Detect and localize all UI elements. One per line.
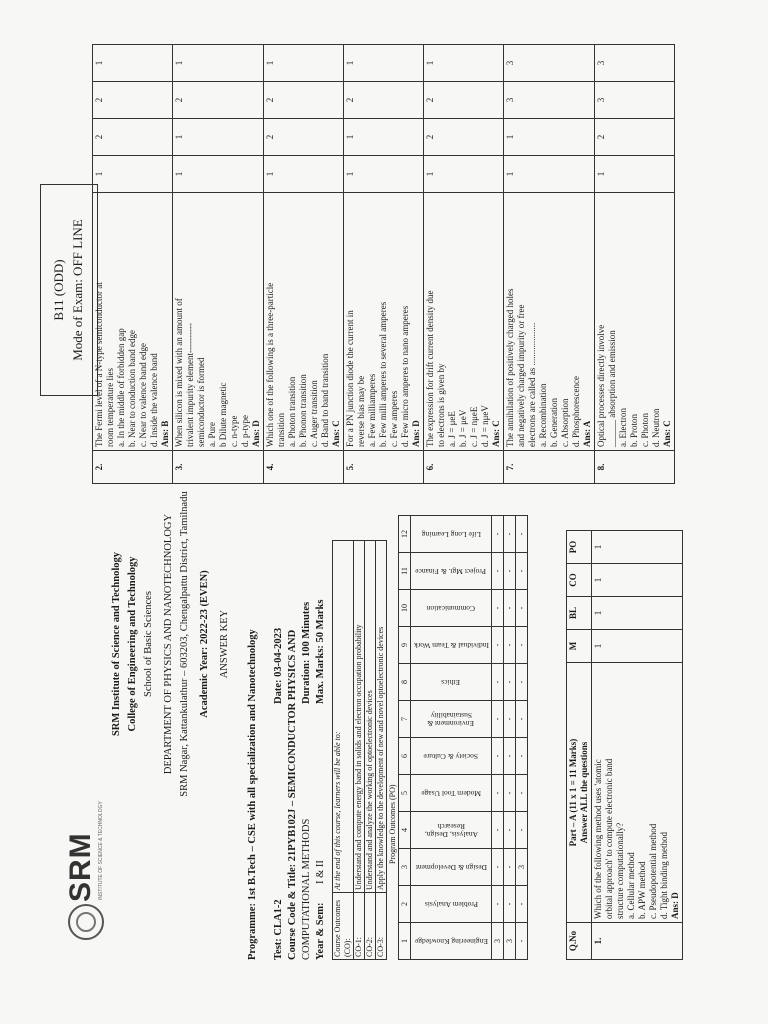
co-label: CO-2: [365, 893, 376, 960]
co-label: CO-3: [376, 893, 387, 960]
po-header-text: Analysis, Design, Research [424, 822, 478, 839]
po-value-cell: - [516, 664, 528, 701]
left-question-body [592, 531, 683, 960]
question-line: a. In the middle of forbidden gap [116, 328, 126, 447]
part-a-subtitle: Answer ALL the questions [579, 741, 589, 844]
po-value-cell: - [516, 812, 528, 849]
bl-cell: 1 [173, 119, 264, 156]
po-value-cell: 3 [516, 849, 528, 886]
co-cell: 2 [93, 82, 173, 119]
po-header-cell [411, 553, 492, 590]
question-line: c. Near to valence band edge [138, 343, 148, 447]
question-number: 1. [592, 923, 683, 960]
po-number-cell: 11 [399, 553, 411, 590]
part-a-table-left [566, 530, 683, 960]
po-header-cell [411, 627, 492, 664]
po-value-row [516, 516, 528, 960]
question-line: b. Proton [629, 413, 639, 447]
academic-year: Academic Year: 2022-23 (EVEN) [199, 570, 210, 718]
marks-cell: 1 [592, 630, 683, 663]
question-text [504, 193, 595, 451]
question-line: and negatively charged impurity or free [516, 304, 526, 447]
answer-key: Ans: B [160, 420, 170, 447]
po-header-cell [411, 886, 492, 923]
co-cell: 3 [595, 82, 675, 119]
po-header-text: Design & Development [415, 863, 487, 872]
po-number-row [399, 516, 411, 960]
po-header-cell [411, 664, 492, 701]
exam-mode: Mode of Exam: OFF LINE [70, 219, 85, 361]
question-row [173, 45, 264, 484]
po-value-cell: - [516, 923, 528, 960]
po-table [398, 515, 528, 960]
po-cell: 1 [344, 45, 424, 82]
question-number: 7. [504, 451, 595, 484]
institute-name: SRM Institute of Science and Technology [111, 551, 122, 737]
question-line: c. Auger transition [309, 380, 319, 447]
answer-key: Ans: C [662, 420, 672, 447]
co-cell: 2 [173, 82, 264, 119]
question-line: Which of the following method uses 'atomic [593, 759, 603, 919]
question-line: trivalent impurity element---------- [185, 323, 195, 447]
po-value-cell: - [492, 627, 504, 664]
question-row [595, 45, 675, 484]
bl-cell: 2 [424, 119, 504, 156]
course-outcomes [332, 540, 387, 960]
po-number-cell: 1 [399, 923, 411, 960]
document-type: ANSWER KEY [219, 609, 230, 679]
po-number-cell: 4 [399, 812, 411, 849]
question-row [424, 45, 504, 484]
exam-mode-box [40, 184, 98, 396]
po-value-cell: - [504, 516, 516, 553]
question-line: b Dilute magnetic [218, 382, 228, 447]
po-value-cell: - [516, 738, 528, 775]
address: SRM Nagar, Kattankulathur – 603203, Chengalpattu District, Tamilnadu [179, 491, 190, 797]
question-text [424, 193, 504, 451]
srm-logo [64, 790, 108, 940]
po-value-cell: - [504, 664, 516, 701]
bl-cell: 2 [264, 119, 344, 156]
question-number: 3. [173, 451, 264, 484]
question-number: 2. [93, 451, 173, 484]
question-line: c. J = nμeE [469, 406, 479, 447]
question-line: semiconductor is formed [196, 357, 206, 447]
po-value-cell: - [516, 516, 528, 553]
logo-emblem-icon [68, 904, 104, 940]
co-cell: 2 [344, 82, 424, 119]
po-value-cell: - [516, 590, 528, 627]
question-text [173, 193, 264, 451]
bl-cell: 2 [93, 119, 173, 156]
co-cell: 2 [264, 82, 344, 119]
po-header-text: Engineering Knowledge [414, 937, 488, 946]
course-title-cont: COMPUTATIONAL METHODS [301, 818, 312, 960]
test-name: Test: CLA1-2 [273, 899, 284, 960]
question-line: to electrons is given by [436, 363, 446, 447]
question-number: 6. [424, 451, 504, 484]
answer-key: Ans: C [331, 420, 341, 447]
co-row [376, 541, 387, 960]
co-text: Apply the knowledge to the development of new and novel optoelectronic devices [376, 541, 387, 893]
question-line: d. Inside the valence band [149, 353, 159, 447]
po-value-cell: - [504, 886, 516, 923]
marks-cell: 1 [595, 156, 675, 193]
question-line: a. Few milliamperes [367, 373, 377, 447]
question-row [592, 531, 683, 960]
part-a-header-row [567, 531, 592, 960]
question-line: b. Near to conduction band edge [127, 330, 137, 447]
po-value-cell: - [492, 738, 504, 775]
question-line: transition [276, 413, 286, 447]
question-line: a. Pure [207, 422, 217, 447]
po-value-cell: - [492, 664, 504, 701]
question-text [93, 193, 173, 451]
question-line: c. Few amperes [389, 390, 399, 447]
po-value-cell: - [516, 775, 528, 812]
co-text: Understand and analyze the working of optoelectronic devices [365, 541, 376, 893]
po-header-cell [411, 701, 492, 738]
question-line: a. Cellular method [626, 852, 636, 919]
logo-wordmark: SRM [64, 832, 97, 902]
programme: Programme: 1st B.Tech – CSE with all specialization and Nanotechnology [247, 629, 258, 960]
po-header: PO [567, 531, 592, 564]
question-line: d. Few micro amperes to nano amperes [400, 305, 410, 447]
po-cell: 1 [93, 45, 173, 82]
co-intro: At the end of this course, learners will be able to: [333, 541, 354, 893]
po-value-cell: - [504, 738, 516, 775]
question-line: electrons are called as ................... [527, 322, 537, 447]
po-header-text: Problem Analysis [424, 900, 478, 909]
po-cell: 1 [424, 45, 504, 82]
question-number: 8. [595, 451, 675, 484]
question-number: 4. [264, 451, 344, 484]
po-header-text: Project Mgt. & Finance [415, 567, 487, 576]
m-header: M [567, 630, 592, 663]
question-line: b. Generation [549, 398, 559, 447]
test-date: Date: 03-04-2023 [273, 627, 284, 704]
po-cell: 1 [173, 45, 264, 82]
bl-cell: 1 [344, 119, 424, 156]
co-row [354, 541, 365, 960]
question-text [595, 193, 675, 451]
question-line: d. J = nμeV [480, 405, 490, 447]
part-a-table-right [92, 44, 675, 484]
po-value-cell: - [504, 812, 516, 849]
marks-cell: 1 [264, 156, 344, 193]
question-text [264, 193, 344, 451]
exam-code: B11 (ODD) [51, 259, 66, 321]
logo-tagline: INSTITUTE OF SCIENCE & TECHNOLOGY [98, 801, 104, 900]
po-value-cell: - [492, 849, 504, 886]
course-code-title: Course Code & Title: 21PYB102J – SEMICONDUCTOR PHYSICS AND [287, 629, 298, 960]
question-line: orbital approach' to compute electronic band [604, 758, 614, 919]
school-name: School of Basic Sciences [143, 591, 154, 697]
po-value-row [492, 516, 504, 960]
question-line: d. Neutron [651, 408, 661, 447]
co-row [365, 541, 376, 960]
answer-key: Ans: D [251, 420, 261, 447]
po-number-cell: 6 [399, 738, 411, 775]
po-header-cell [411, 775, 492, 812]
po-header-text: Individual & Team Work [413, 641, 489, 650]
question-line: room temperature lies [105, 368, 115, 447]
question-line: When silicon is mixed with an amount of [174, 298, 184, 447]
po-header-cell [411, 923, 492, 960]
question-line: b. Few milli amperes to several amperes [378, 301, 388, 447]
po-number-cell: 2 [399, 886, 411, 923]
po-value-cell: - [504, 849, 516, 886]
question-line: c. Pseudopotential method [648, 823, 658, 919]
po-value-cell: - [492, 812, 504, 849]
answer-key: Ans: D [411, 420, 421, 447]
year-sem-label: Year & Sem: [315, 902, 326, 960]
po-header-text: Ethics [441, 678, 461, 687]
question-number: 5. [344, 451, 424, 484]
right-question-body [93, 45, 675, 484]
question-line: d. p-type [240, 415, 250, 447]
po-value-cell: - [504, 627, 516, 664]
bl-cell: 1 [504, 119, 595, 156]
co-head: Course Outcomes (CO): [333, 893, 354, 960]
question-line: c. Absorption [560, 398, 570, 447]
question-line: structure computationally? [615, 822, 625, 919]
po-header-text: Environment & Sustainability [427, 711, 475, 728]
po-header-cell [411, 516, 492, 553]
department-name: DEPARTMENT OF PHYSICS AND NANOTECHNOLOGY [163, 513, 174, 775]
max-marks: Max. Marks: 50 Marks [315, 599, 326, 704]
co-header: CO [567, 564, 592, 597]
po-number-cell: 8 [399, 664, 411, 701]
po-value-cell: - [492, 701, 504, 738]
po-value-cell: - [492, 886, 504, 923]
question-line: reverse bias may be [356, 375, 366, 447]
po-value-cell: - [492, 553, 504, 590]
po-value-cell: - [492, 516, 504, 553]
question-text [592, 663, 683, 923]
question-line: Which one of the following is a three-particle [265, 282, 275, 447]
po-header-cell [411, 590, 492, 627]
po-value-cell: - [516, 701, 528, 738]
answer-key: Ans: C [491, 420, 501, 447]
po-number-cell: 12 [399, 516, 411, 553]
question-line: a. Electron [618, 408, 628, 447]
co-cell: 3 [504, 82, 595, 119]
question-line: c. n-type [229, 415, 239, 447]
bl-cell: 1 [592, 597, 683, 630]
po-header-text: Life Long Learning [421, 530, 481, 539]
question-line: b. Phonon transition [298, 374, 308, 447]
po-number-cell: 3 [399, 849, 411, 886]
po-number-cell: 10 [399, 590, 411, 627]
marks-cell: 1 [173, 156, 264, 193]
question-line: d. Band to band transition [320, 353, 330, 447]
po-number-cell: 5 [399, 775, 411, 812]
po-value-cell: 3 [492, 923, 504, 960]
question-line: a. Recombination [538, 383, 548, 447]
po-cell: 3 [595, 45, 675, 82]
question-line: a. Photon transition [287, 376, 297, 447]
question-line: For a PN junction diode the current in [345, 310, 355, 447]
question-line: The annihilation of positively charged holes [505, 288, 515, 447]
college-name: College of Engineering and Technology [127, 556, 138, 732]
marks-cell: 1 [93, 156, 173, 193]
answer-key: Ans: D [670, 892, 680, 919]
part-a-title [567, 663, 592, 923]
part-a-title-text: Part – A (11 x 1 = 11 Marks) [568, 738, 578, 847]
marks-cell: 1 [504, 156, 595, 193]
bl-header: BL [567, 597, 592, 630]
po-value-cell: - [504, 590, 516, 627]
question-line: The expression for drift current density due [425, 290, 435, 447]
qno-header: Q.No [567, 923, 592, 960]
po-value-cell: - [504, 701, 516, 738]
po-header-text: Society & Culture [423, 752, 479, 761]
co-text: Understand and compute energy band in solids and electron occupation probability [354, 541, 365, 893]
po-value-cell: - [516, 627, 528, 664]
po-header-cell [411, 738, 492, 775]
po-value-cell: - [516, 886, 528, 923]
po-cell: 1 [592, 531, 683, 564]
question-line: Optical processes directly involve [596, 324, 606, 447]
po-number-cell: 9 [399, 627, 411, 664]
po-header-text: Modern Tool Usage [421, 789, 481, 798]
question-row [344, 45, 424, 484]
po-header-text: Communication [426, 604, 476, 613]
question-row [264, 45, 344, 484]
po-value-cell: - [516, 553, 528, 590]
question-line: a. J = μeE [447, 411, 457, 447]
po-value-cell: - [504, 553, 516, 590]
question-line: b. APW method [637, 861, 647, 919]
co-cell: 2 [424, 82, 504, 119]
question-row [93, 45, 173, 484]
po-cell: 3 [504, 45, 595, 82]
question-line: The Fermi level of a N-type semiconductor at [94, 282, 104, 447]
po-cell: 1 [264, 45, 344, 82]
po-value-row [504, 516, 516, 960]
po-caption: Program Outcomes (PO) [388, 784, 397, 864]
po-header-cell [411, 812, 492, 849]
question-line: ______ absorption and emission [607, 330, 617, 447]
question-line: c. Photon [640, 412, 650, 447]
po-value-cell: - [492, 590, 504, 627]
question-line: d. Tight binding method [659, 831, 669, 919]
co-label: CO-1: [354, 893, 365, 960]
answer-key: Ans: A [582, 420, 592, 447]
po-header-row [411, 516, 492, 960]
duration: Duration: 100 Minutes [301, 601, 312, 704]
po-value-cell: 3 [504, 923, 516, 960]
po-header-cell [411, 849, 492, 886]
question-row [504, 45, 595, 484]
co-cell: 1 [592, 564, 683, 597]
question-line: d. Phosphorescence [571, 376, 581, 447]
question-text [344, 193, 424, 451]
po-value-cell: - [504, 775, 516, 812]
marks-cell: 1 [424, 156, 504, 193]
marks-cell: 1 [344, 156, 424, 193]
question-line: b. J = μeV [458, 409, 468, 447]
po-number-cell: 7 [399, 701, 411, 738]
po-value-cell: - [492, 775, 504, 812]
year-sem-value: I & II [315, 860, 326, 884]
bl-cell: 2 [595, 119, 675, 156]
